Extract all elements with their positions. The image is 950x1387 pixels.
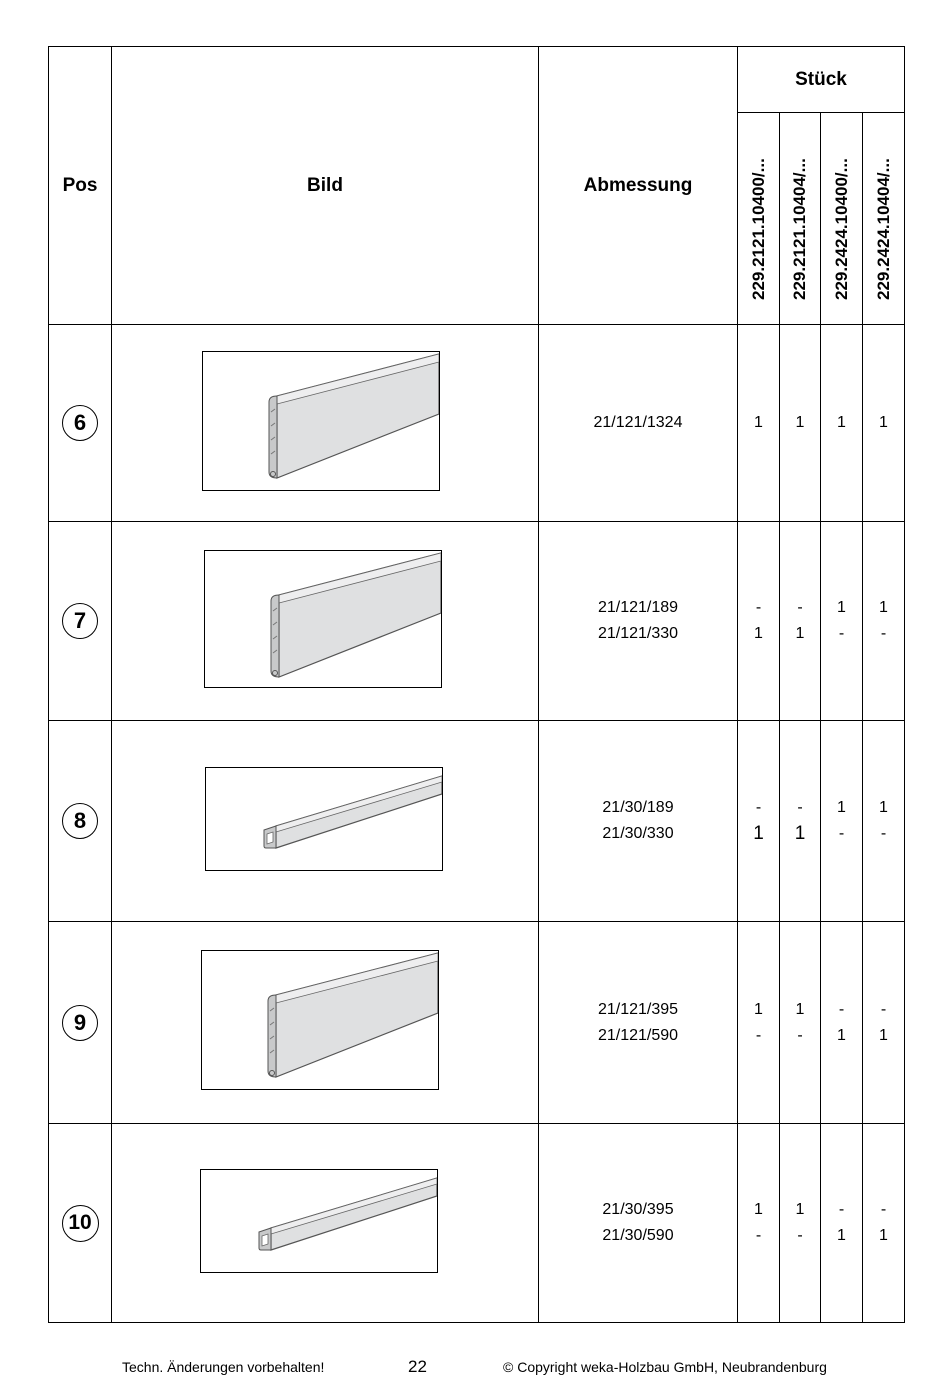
qty-value: 1 <box>879 1227 888 1244</box>
table-row <box>49 922 905 1124</box>
dimension-value: 21/121/330 <box>597 625 679 642</box>
panel-profile-image <box>201 950 439 1090</box>
qty-value: 1 <box>795 414 805 431</box>
qty-value: 1 <box>879 414 888 431</box>
qty-value: 1 <box>753 823 764 844</box>
header-variant-4 <box>863 113 905 325</box>
pos-cell <box>49 1124 112 1323</box>
header-bild: Bild <box>112 47 539 325</box>
qty-value: - <box>880 1000 887 1018</box>
qty-cell <box>738 1124 780 1323</box>
qty-value: - <box>880 1201 887 1218</box>
pos-number: 9 <box>62 1005 98 1041</box>
qty-value: 1 <box>837 799 846 816</box>
table-row <box>49 325 905 522</box>
qty-cell <box>821 721 863 922</box>
variant-label: 229.2424.10404/... <box>873 158 893 300</box>
qty-cell <box>863 522 905 721</box>
image-cell <box>112 922 539 1124</box>
qty-value: 1 <box>795 1000 805 1018</box>
qty-value: - <box>797 1227 803 1244</box>
qty-value: 1 <box>837 1026 846 1044</box>
qty-cell <box>780 721 821 922</box>
header-abmessung: Abmessung <box>539 47 738 325</box>
qty-cell <box>821 325 863 522</box>
table-row <box>49 721 905 922</box>
qty-value: - <box>838 825 845 842</box>
dimension-cell <box>539 325 738 522</box>
pos-number: 6 <box>62 405 98 441</box>
dimension-value: 21/30/330 <box>602 825 674 842</box>
qty-cell <box>821 922 863 1124</box>
footer-copyright: © Copyright weka-Holzbau GmbH, Neubrandenburg <box>503 1359 827 1375</box>
dimension-cell <box>539 721 738 922</box>
panel-profile-image <box>202 351 440 491</box>
dimension-cell <box>539 922 738 1124</box>
variant-label: 229.2424.10400/... <box>831 158 851 300</box>
qty-value: 1 <box>795 1201 805 1218</box>
qty-value: 1 <box>794 823 806 844</box>
qty-value: - <box>755 1227 762 1244</box>
qty-value: - <box>755 799 762 816</box>
qty-value: - <box>880 825 887 842</box>
qty-cell <box>738 721 780 922</box>
dimension-value: 21/30/590 <box>602 1227 674 1244</box>
panel-profile-image <box>205 767 443 871</box>
qty-value: - <box>880 625 887 642</box>
image-cell <box>112 522 539 721</box>
qty-cell <box>821 522 863 721</box>
table-row <box>49 1124 905 1323</box>
qty-cell <box>780 325 821 522</box>
qty-value: 1 <box>837 414 846 431</box>
qty-value: - <box>838 1000 845 1018</box>
pos-cell <box>49 325 112 522</box>
qty-cell <box>821 1124 863 1323</box>
qty-value: - <box>797 799 803 816</box>
qty-value: 1 <box>754 1000 763 1018</box>
dimension-cell <box>539 1124 738 1323</box>
page-number: 22 <box>408 1357 427 1376</box>
qty-cell <box>780 522 821 721</box>
panel-profile-image <box>204 550 442 688</box>
header-variant-3 <box>821 113 863 325</box>
header-pos: Pos <box>49 47 112 325</box>
header-stueck: Stück <box>738 47 905 113</box>
dimension-value: 21/121/189 <box>597 599 679 616</box>
qty-cell <box>780 922 821 1124</box>
qty-cell <box>863 1124 905 1323</box>
qty-value: - <box>838 1201 845 1218</box>
qty-cell <box>738 922 780 1124</box>
pos-cell <box>49 922 112 1124</box>
pos-cell <box>49 522 112 721</box>
dimension-value: 21/121/1324 <box>593 414 683 431</box>
qty-cell <box>780 1124 821 1323</box>
variant-label: 229.2121.10404/... <box>790 158 809 300</box>
image-cell <box>112 325 539 522</box>
header-variant-1 <box>738 113 780 325</box>
dimension-value: 21/30/189 <box>602 799 674 816</box>
panel-profile-image <box>200 1169 438 1273</box>
image-cell <box>112 721 539 922</box>
qty-value: - <box>755 1026 762 1044</box>
qty-value: 1 <box>754 1201 763 1218</box>
dimension-value: 21/121/395 <box>597 1000 679 1018</box>
table-row <box>49 522 905 721</box>
image-cell <box>112 1124 539 1323</box>
qty-value: 1 <box>837 599 846 616</box>
qty-value: 1 <box>879 1026 888 1044</box>
qty-value: 1 <box>879 799 888 816</box>
footer-disclaimer: Techn. Änderungen vorbehalten! <box>122 1359 325 1375</box>
qty-cell <box>863 721 905 922</box>
qty-cell <box>863 922 905 1124</box>
pos-number: 7 <box>62 603 98 639</box>
qty-cell <box>738 522 780 721</box>
qty-value: - <box>755 599 762 616</box>
qty-value: - <box>797 599 803 616</box>
qty-value: 1 <box>754 414 763 431</box>
dimension-value: 21/121/590 <box>597 1026 679 1044</box>
header-variant-2 <box>780 113 821 325</box>
dimension-value: 21/30/395 <box>602 1201 674 1218</box>
pos-cell <box>49 721 112 922</box>
qty-cell <box>738 325 780 522</box>
qty-cell <box>863 325 905 522</box>
qty-value: 1 <box>754 625 763 642</box>
parts-table <box>48 46 905 1323</box>
qty-value: - <box>797 1026 803 1044</box>
variant-label: 229.2121.10400/... <box>748 158 768 300</box>
qty-value: 1 <box>837 1227 846 1244</box>
pos-number: 10 <box>62 1205 99 1242</box>
qty-value: 1 <box>879 599 888 616</box>
qty-value: - <box>838 625 845 642</box>
pos-number: 8 <box>62 803 98 839</box>
qty-value: 1 <box>795 625 805 642</box>
dimension-cell <box>539 522 738 721</box>
